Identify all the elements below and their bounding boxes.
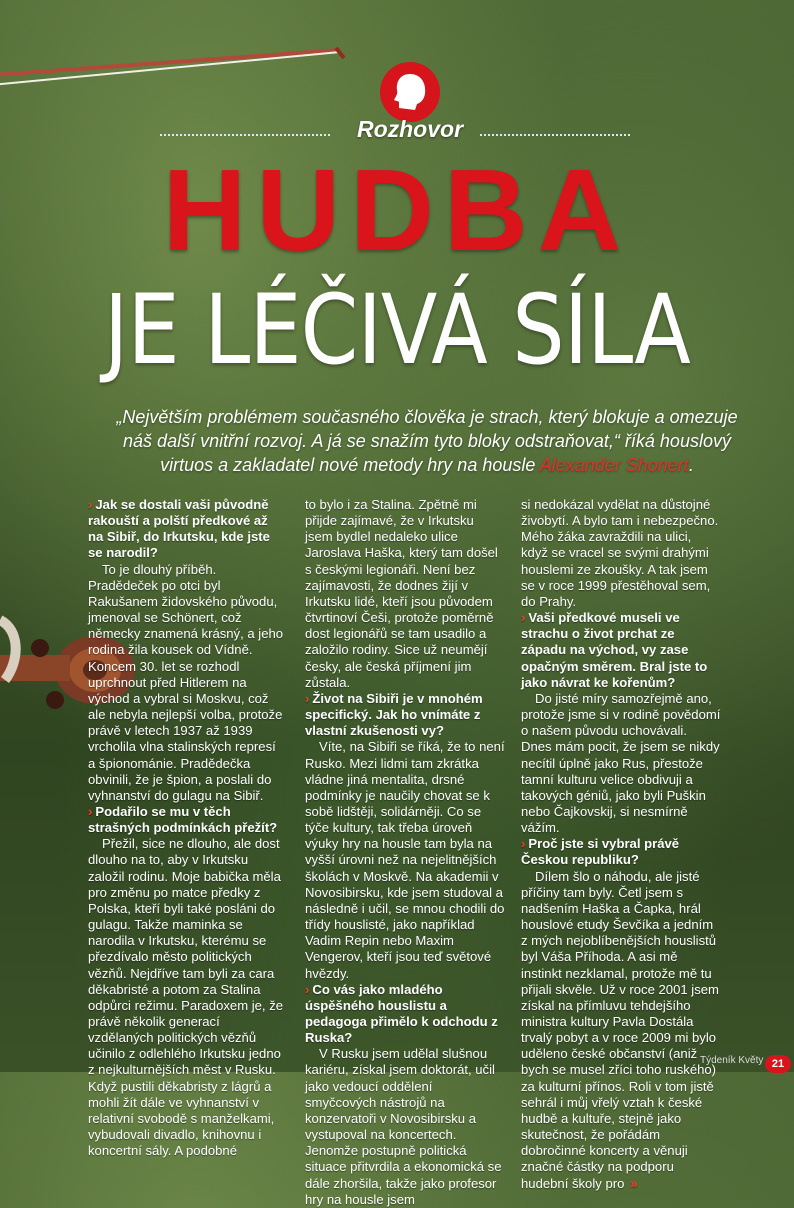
article-column-1 (88, 497, 284, 1159)
answer: Víte, na Sibiři se říká, že to není Rusko. Mezi lidmi tam zkrátka vládne jiná mentalita, drsné podmínky je naučily chovat se k sobě lidštěji, solidárněji. Co se týče kultury, tak třeba úroveň výuky hry na housle tam byla na vyšší úrovni než na nejelitnějších školách v Moskvě. Na akademii v Novosibirsku, kde jsem studoval a následně i učil, se mnou chodili do třídy houslisté, jako například Vadim Repin nebo Maxim Vengerov, kteří jsou teď světové hvězdy. (305, 739, 505, 981)
headline-line1: HUDBA (162, 145, 632, 275)
article-column-3 (521, 497, 721, 1192)
header-divider-left (160, 134, 330, 136)
section-header (160, 62, 630, 152)
question: › Podařilo se mu v těch strašných podmínkách přežít? (88, 803, 278, 836)
answer: Do jisté míry samozřejmě ano, protože jsme si v rodině povědomí o našem původu uchovávali. Dnes mám pocit, že jsem se nikdy necítil úplně jako Rus, přestože tamní kulturu velice obdivuji a takových géniů, jako byli Puškin nebo Čajkovskij, si nesmírně vážím. (521, 690, 721, 836)
arrow-icon: › (521, 610, 526, 626)
paragraph: si nedokázal vydělat na důstojné živobytí. A bylo tam i nebezpečno. Mého žáka zavraždili na ulici, když se vracel se svými drahými houslemi ze zkoušky. A tak jsem se v roce 1999 přestěhoval sem, do Prahy. (521, 497, 719, 609)
arrow-icon: › (88, 497, 93, 512)
answer: To je dlouhý příběh. Pradědeček po otci byl Rakušanem židovského původu, jmenoval se Schönert, což německy znamená krásný, a jeho rodina žila kousek od Vídně. Koncem 30. let se rozhodl uprchnout před Hitlerem na východ a vybral si Moskvu, což ale nebyla nejlepší volba, protože právě v letech 1937 až 1939 vrcholila vlna stalinských represí a špionománie. Pradědečka obvinili, že je špion, a poslali do vyhnanství do gulagu na Sibiř. (88, 561, 284, 803)
lead-person-name: Alexander Shonert (539, 455, 689, 475)
article-column-2 (305, 497, 505, 1208)
lead-paragraph (112, 405, 742, 477)
magazine-footer: Týdeník Květy (700, 1055, 764, 1066)
arrow-icon: › (305, 690, 310, 706)
question: › Jak se dostali vaši původně rakouští a polští předkové až na Sibiř, do Irkutsku, kde jste se narodil? (88, 497, 270, 561)
head-profile-icon (380, 62, 440, 122)
question: › Život na Sibiři je v mnohém specifický. Jak ho vnímáte z vlastní zkušenosti vy? (305, 690, 483, 739)
page-number: 21 (765, 1055, 791, 1073)
question: › Proč jste si vybral právě Českou republiku? (521, 836, 680, 868)
lead-end: . (688, 455, 694, 475)
arrow-icon: › (305, 981, 310, 997)
header-divider-right (480, 134, 630, 136)
headline-line2: JE LÉČIVÁ SÍLA (104, 274, 690, 386)
continue-mark: » (630, 1175, 638, 1191)
arrow-icon: › (88, 803, 93, 819)
answer: V Rusku jsem udělal slušnou kariéru, získal jsem doktorát, učil jako vedoucí oddělení smyčcových nástrojů na konzervatoři v Novosibirsku a vystupoval na koncertech. Jenomže postupně politická situace přitvrdila a ekonomická se dále zhoršila, takže jako profesor hry na housle jsem (305, 1046, 502, 1207)
section-label: Rozhovor (356, 116, 464, 142)
lead-text: „Největším problémem současného člověka je strach, který blokuje a omezuje náš další vnitřní rozvoj. A já se snažím tyto bloky odstraňovat,“ říká houslový virtuos a zakladatel nové metody hry na housle (116, 407, 738, 475)
arrow-icon: › (521, 836, 526, 852)
paragraph: to bylo i za Stalina. Zpětně mi přijde zajímavé, že v Irkutsku jsem bydlel nedaleko ulice Jaroslava Haška, který tam došel s českými legionáři. Není bez zajímavosti, že dodnes žijí v Irkutsku lidé, kteří jsou původem čtvrtinoví Češi, protože poměrně dost legionářů se tam usadilo a založilo rodiny. Sice už neumějí česky, ale česká příjmení jim zůstala. (305, 497, 498, 690)
answer: Přežil, sice ne dlouho, ale dost dlouho na to, aby v Irkutsku založil rodinu. Moje babička měla pro změnu po matce předky z Polska, kteří byli také posláni do gulagu. Takže maminka se narodila v Irkutsku, kterému se přezdívalo město politických vězňů. Nejdříve tam byli za cara děkabristé a potom za Stalina odpůrci režimu. Paradoxem je, že právě několik generací vzdělaných politických vězňů učinilo z odlehlého Irkutsku jedno z nejkulturnějších měst v Rusku. Když pustili děkabristy z lágrů a mohli žít dále ve vyhnanství v relativní svobodě s manželkami, vybudovali divadlo, knihovnu i koncertní sály. A podobné (88, 836, 284, 1159)
answer: Dílem šlo o náhodu, ale jisté příčiny tam byly. Četl jsem s nadšením Haška a Čapka, hrál houslové etudy Ševčíka a jedním z mých nejoblíbenějších houslistů byl Váša Příhoda. A asi mě instinkt nezklamal, protože mě tu přijali skvěle. Už v roce 2001 jsem získal na přímluvu tehdejšího ministra kultury Pavla Dostála trvalý pobyt a v roce 2009 mi bylo uděleno české občanství (aniž bych se musel zříci toho ruského) za kulturní přínos. Roli v tom jistě sehrál i můj vřelý vztah k české hudbě a kultuře, stejně jako skutečnost, že pořádám dobročinné koncerty a věnuji značné částky na podporu hudební školy pro » (521, 868, 719, 1191)
question: › Vaši předkové museli ve strachu o život prchat ze západu na východ, vy zase opačným směrem. Bral jste to jako návrat ke kořenům? (521, 610, 708, 690)
question: › Co vás jako mladého úspěšného houslistu a pedagoga přimělo k odchodu z Ruska? (305, 981, 498, 1046)
